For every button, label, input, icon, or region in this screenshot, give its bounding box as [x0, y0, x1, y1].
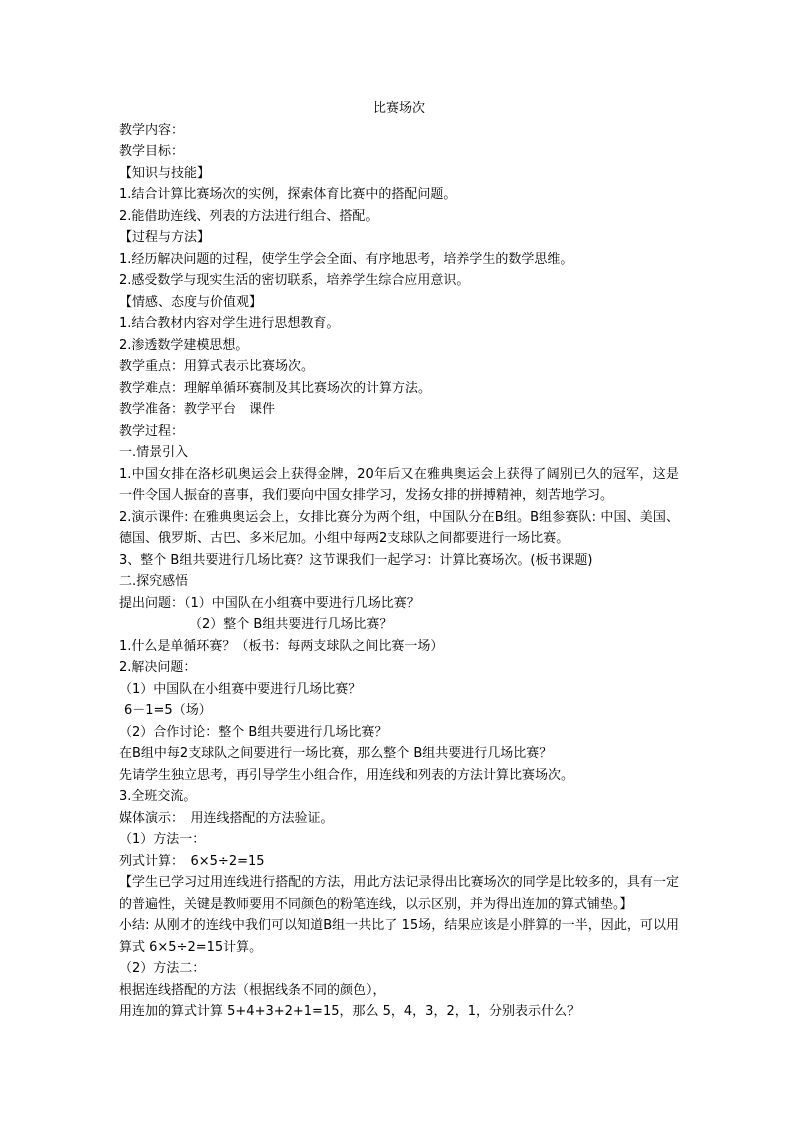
- text-line: 2.能借助连线、列表的方法进行组合、搭配。: [119, 208, 379, 224]
- text-line: 1.什么是单循环赛？（板书：每两支球队之间比赛一场）: [119, 638, 444, 654]
- section-heading: 【情感、态度与价值观】: [119, 294, 263, 310]
- text-line: 根据连线搭配的方法（根据线条不同的颜色），: [119, 982, 386, 998]
- text-line: 在B组中每2支球队之间要进行一场比赛，那么整个 B组共要进行几场比赛？: [119, 746, 553, 761]
- text-line: 教学内容：: [119, 122, 185, 138]
- document-body: [119, 98, 679, 1023]
- paragraph: 2.演示课件: 在雅典奥运会上，女排比赛分为两个组，中国队分在B组。B组参赛队: 中国、美国、德国、俄罗斯、古巴、多米尼加。小组中每两2支球队之间都要进行一场比赛。: [119, 509, 679, 546]
- text-line: 教学重点：用算式表示比赛场次。: [119, 359, 315, 374]
- section-heading: 二.探究感悟: [119, 574, 189, 589]
- text-line: 1.经历解决问题的过程，使学生学会全面、有序地思考，培养学生的数学思维。: [119, 251, 574, 267]
- text-line: （1）中国队在小组赛中要进行几场比赛？: [119, 681, 362, 697]
- text-line: 6－1=5（场）: [124, 703, 212, 718]
- text-line: 3、整个 B组共要进行几场比赛？这节课我们一起学习：计算比赛场次。(板书课题): [119, 552, 593, 568]
- text-line: 提出问题：（1）中国队在小组赛中要进行几场比赛？: [119, 595, 420, 611]
- text-line: （2）整个 B组共要进行几场比赛？: [189, 617, 393, 632]
- text-line: 先请学生独立思考，再引导学生小组合作，用连线和列表的方法计算比赛场次。: [119, 767, 575, 783]
- text-line: 2.感受数学与现实生活的密切联系，培养学生综合应用意识。: [119, 273, 470, 288]
- text-line: （2）方法二：: [119, 961, 206, 976]
- text-line: （1）方法一：: [119, 832, 206, 847]
- section-heading: 一.情景引入: [119, 445, 189, 460]
- text-line: 3.全班交流。: [119, 789, 197, 804]
- text-line: 用连加的算式计算 5+4+3+2+1=15，那么 5，4，3，2，1，分别表示什么？: [119, 1004, 580, 1019]
- text-line: 教学过程：: [119, 423, 185, 439]
- section-heading: 【过程与方法】: [119, 230, 211, 245]
- text-line: 1.结合教材内容对学生进行思想教育。: [119, 316, 340, 331]
- text-line: 教学目标：: [119, 144, 185, 159]
- text-line: （2）合作讨论：整个 B组共要进行几场比赛？: [119, 724, 388, 740]
- text-line: 教学难点：理解单循环赛制及其比赛场次的计算方法。: [119, 380, 432, 396]
- paragraph: 【学生已学习过用连线进行搭配的方法，用此方法记录得出比赛场次的同学是比较多的，具有一定的普遍性，关键是教师要用不同颜色的粉笔连线，以示区别，并为得出连加的算式铺垫。】: [119, 875, 679, 912]
- text-line: 列式计算： 6×5÷2=15: [119, 853, 265, 869]
- paragraph: 小结: 从刚才的连线中我们可以知道B组一共比了 15场，结果应该是小胖算的一半，因此，可以用算式 6×5÷2=15计算。: [119, 918, 679, 955]
- text-line: 1.结合计算比赛场次的实例，探索体育比赛中的搭配问题。: [119, 187, 457, 202]
- document-title: 比赛场次: [372, 101, 425, 116]
- text-line: 2.渗透数学建模思想。: [119, 337, 249, 353]
- text-line: 2.解决问题：: [119, 660, 197, 675]
- section-heading: 【知识与技能】: [119, 165, 211, 181]
- text-line: 教学准备：教学平台 课件: [119, 402, 276, 417]
- text-line: 媒体演示： 用连线搭配的方法验证。: [119, 810, 334, 826]
- paragraph: 1.中国女排在洛杉矶奥运会上获得金牌，20年后又在雅典奥运会上获得了阔别已久的冠军，这是一件令国人振奋的喜事，我们要向中国女排学习，发扬女排的拼搏精神，刻苦地学习。: [119, 466, 679, 503]
